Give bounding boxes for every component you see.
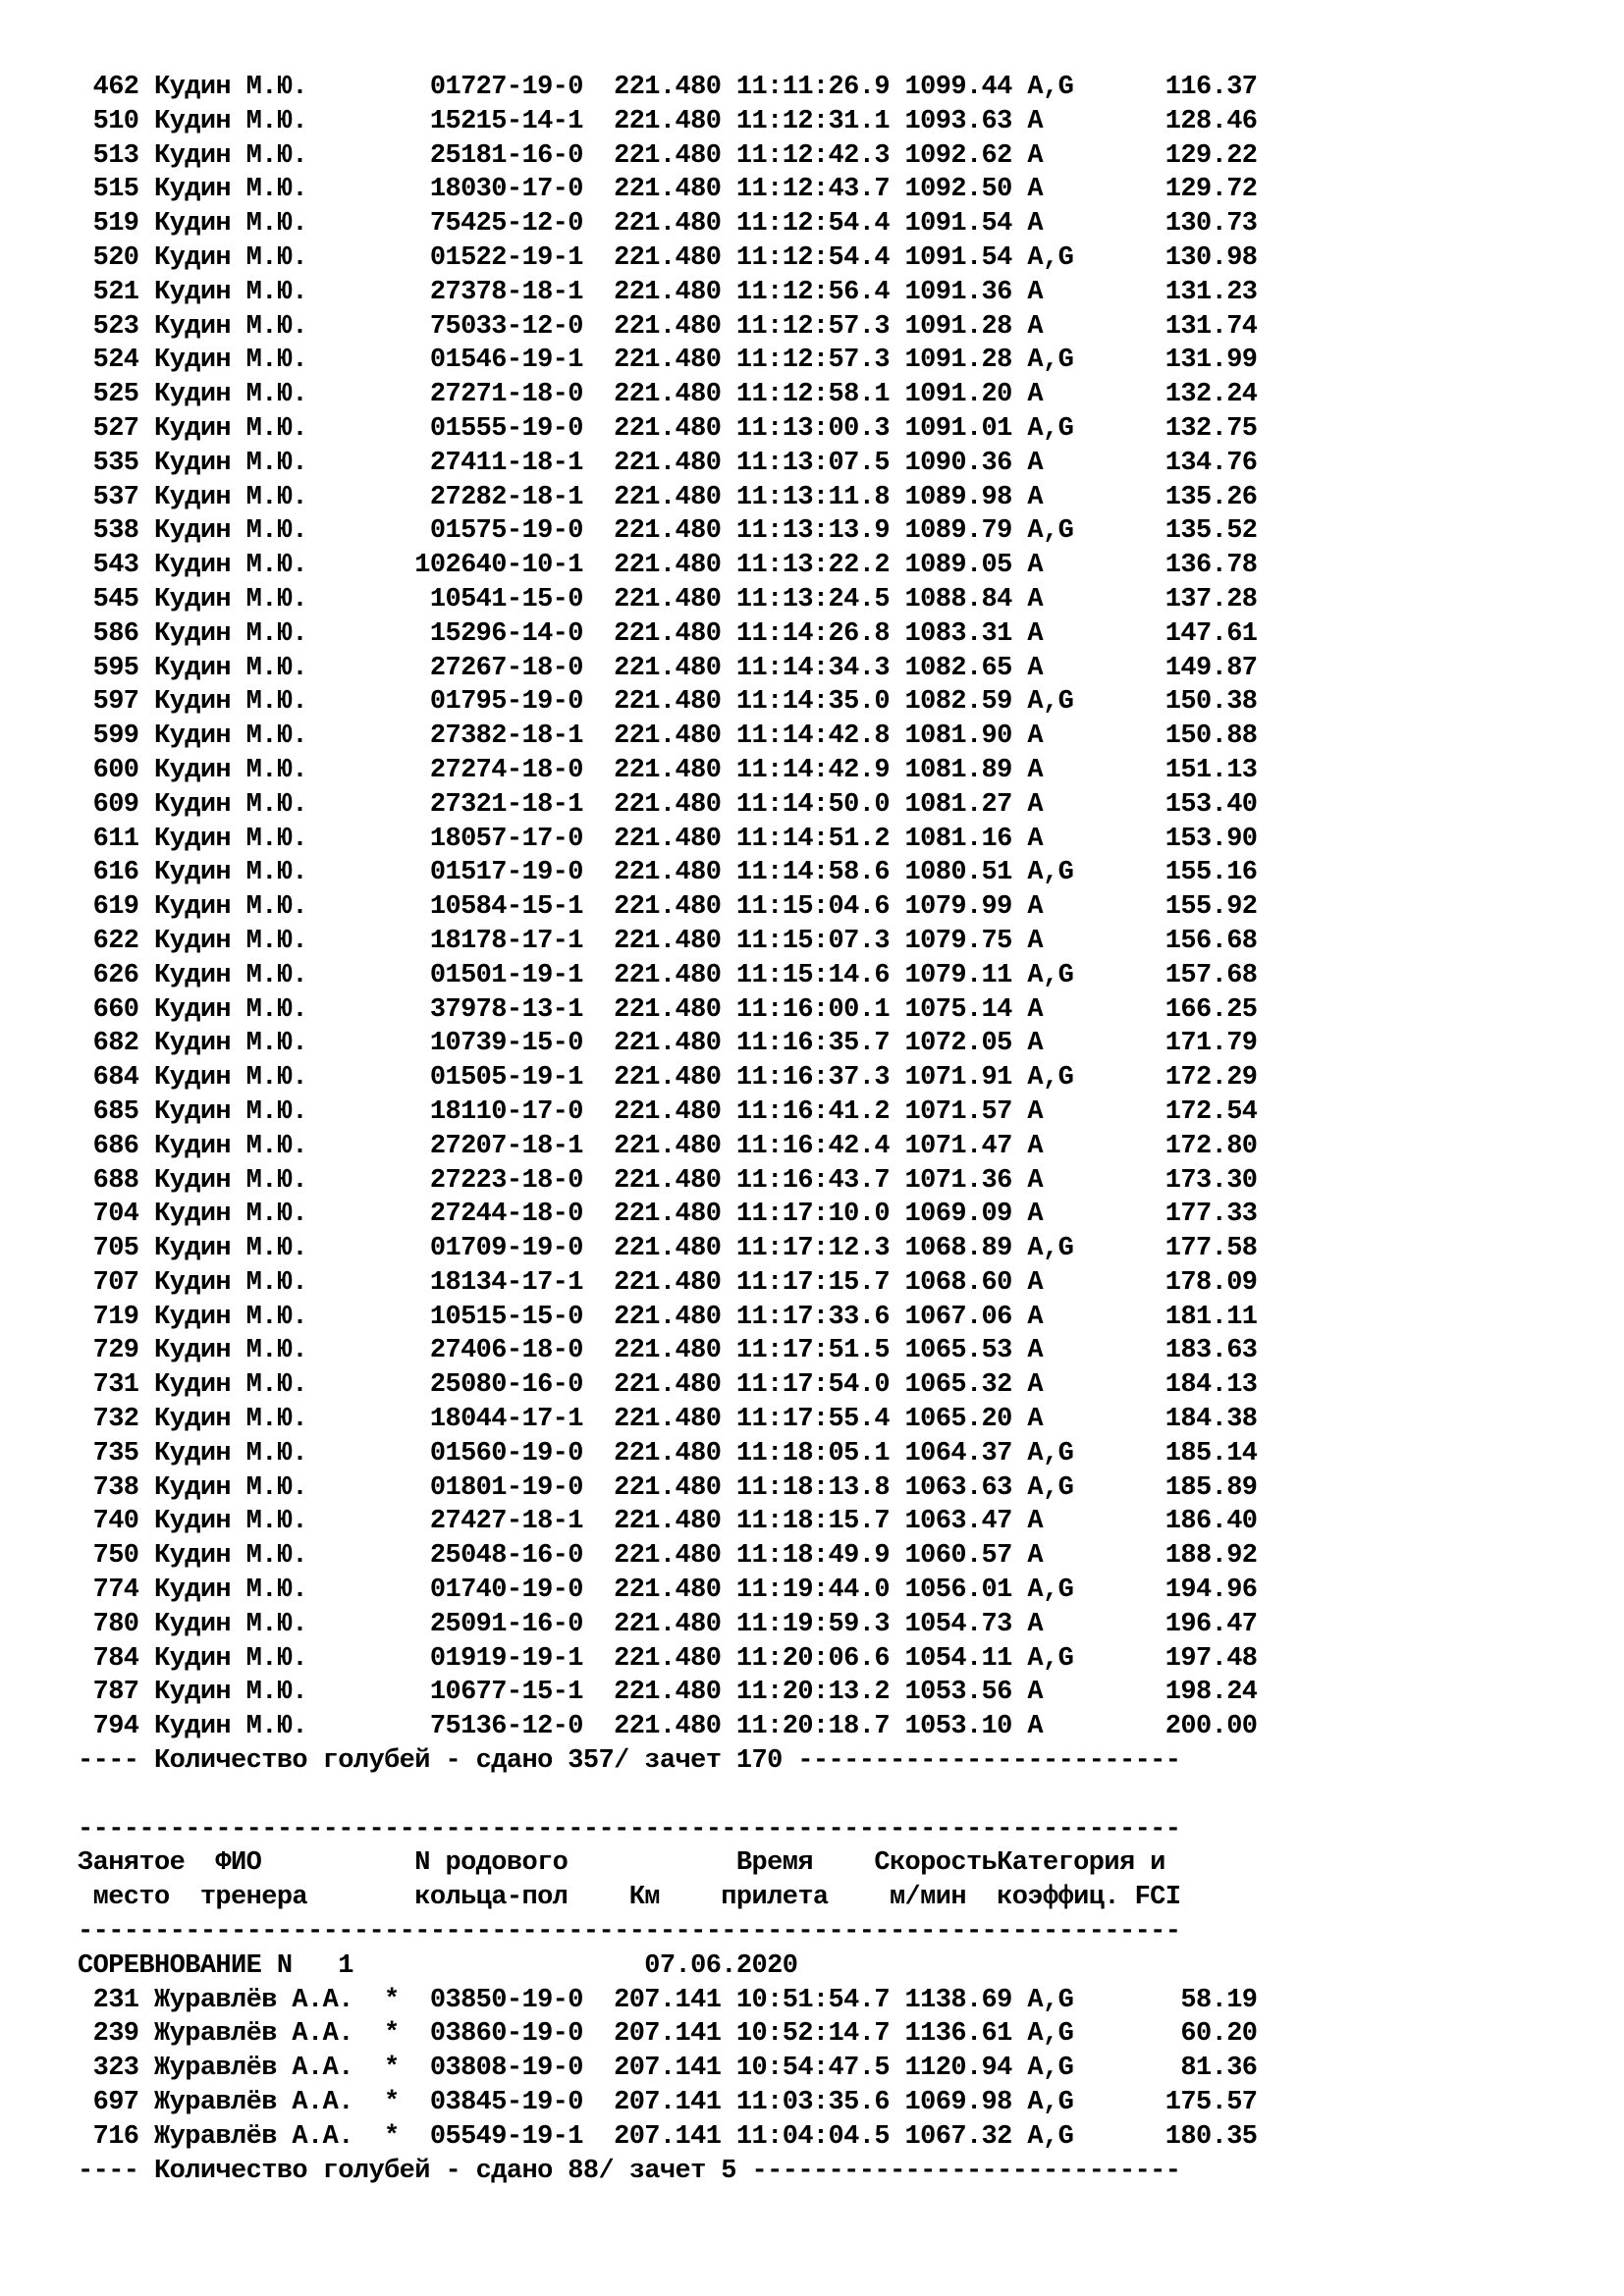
table-row: 750 Кудин М.Ю. 25048-16-0 221.480 11:18:49.9 1060.57 A 188.92 — [78, 1541, 1258, 1572]
table-row: 515 Кудин М.Ю. 18030-17-0 221.480 11:12:43.7 1092.50 A 129.72 — [78, 175, 1258, 205]
table-row: 707 Кудин М.Ю. 18134-17-1 221.480 11:17:15.7 1068.60 A 178.09 — [78, 1267, 1258, 1298]
table-row: 697 Журавлёв А.А. * 03845-19-0 207.141 11:03:35.6 1069.98 A,G 175.57 — [78, 2088, 1258, 2118]
table-row: 524 Кудин М.Ю. 01546-19-1 221.480 11:12:57.3 1091.28 A,G 131.99 — [78, 346, 1258, 376]
table-row: 705 Кудин М.Ю. 01709-19-0 221.480 11:17:12.3 1068.89 A,G 177.58 — [78, 1234, 1258, 1264]
table-row: 686 Кудин М.Ю. 27207-18-1 221.480 11:16:42.4 1071.47 A 172.80 — [78, 1131, 1258, 1161]
table-row: 622 Кудин М.Ю. 18178-17-1 221.480 11:15:07.3 1079.75 A 156.68 — [78, 926, 1258, 956]
table-row: 684 Кудин М.Ю. 01505-19-1 221.480 11:16:37.3 1071.91 A,G 172.29 — [78, 1063, 1258, 1094]
table-row: 535 Кудин М.Ю. 27411-18-1 221.480 11:13:07.5 1090.36 A 134.76 — [78, 448, 1258, 478]
table-row: 685 Кудин М.Ю. 18110-17-0 221.480 11:16:41.2 1071.57 A 172.54 — [78, 1096, 1258, 1127]
table-row: 616 Кудин М.Ю. 01517-19-0 221.480 11:14:58.6 1080.51 A,G 155.16 — [78, 858, 1258, 888]
table-row: 521 Кудин М.Ю. 27378-18-1 221.480 11:12:56.4 1091.36 A 131.23 — [78, 277, 1258, 307]
table-row: 716 Журавлёв А.А. * 05549-19-1 207.141 11:04:04.5 1067.32 A,G 180.35 — [78, 2121, 1258, 2152]
table-row: 527 Кудин М.Ю. 01555-19-0 221.480 11:13:00.3 1091.01 A,G 132.75 — [78, 413, 1258, 444]
table-row: 660 Кудин М.Ю. 37978-13-1 221.480 11:16:00.1 1075.14 A 166.25 — [78, 994, 1258, 1025]
competition-line: СОРЕВНОВАНИЕ N 1 07.06.2020 — [78, 1950, 798, 1981]
table-row: 543 Кудин М.Ю. 102640-10-1 221.480 11:13:22.2 1089.05 A 136.78 — [78, 551, 1258, 581]
table-row: 688 Кудин М.Ю. 27223-18-0 221.480 11:16:43.7 1071.36 A 173.30 — [78, 1165, 1258, 1196]
table-row: 626 Кудин М.Ю. 01501-19-1 221.480 11:15:14.6 1079.11 A,G 157.68 — [78, 960, 1258, 990]
table-row: 732 Кудин М.Ю. 18044-17-1 221.480 11:17:55.4 1065.20 A 184.38 — [78, 1405, 1258, 1435]
table-row: 519 Кудин М.Ю. 75425-12-0 221.480 11:12:54.4 1091.54 A 130.73 — [78, 209, 1258, 240]
table-row: 600 Кудин М.Ю. 27274-18-0 221.480 11:14:42.9 1081.89 A 151.13 — [78, 755, 1258, 785]
table-row: 510 Кудин М.Ю. 15215-14-1 221.480 11:12:31.1 1093.63 A 128.46 — [78, 106, 1258, 136]
table-row: 599 Кудин М.Ю. 27382-18-1 221.480 11:14:42.8 1081.90 A 150.88 — [78, 721, 1258, 752]
results-block-1 — [78, 71, 1257, 1744]
table-row: 545 Кудин М.Ю. 10541-15-0 221.480 11:13:24.5 1088.84 A 137.28 — [78, 584, 1258, 614]
table-row: 586 Кудин М.Ю. 15296-14-0 221.480 11:14:26.8 1083.31 A 147.61 — [78, 618, 1258, 649]
table-row: 231 Журавлёв А.А. * 03850-19-0 207.141 10:51:54.7 1138.69 A,G 58.19 — [78, 1985, 1258, 2015]
table-row: 239 Журавлёв А.А. * 03860-19-0 207.141 10:52:14.7 1136.61 A,G 60.20 — [78, 2019, 1258, 2050]
table-row: 780 Кудин М.Ю. 25091-16-0 221.480 11:19:59.3 1054.73 A 196.47 — [78, 1609, 1258, 1639]
table-row: 731 Кудин М.Ю. 25080-16-0 221.480 11:17:54.0 1065.32 A 184.13 — [78, 1370, 1258, 1401]
report-page — [78, 71, 1257, 2188]
table-row: 735 Кудин М.Ю. 01560-19-0 221.480 11:18:05.1 1064.37 A,G 185.14 — [78, 1438, 1258, 1468]
header-rule-top: ------------------------------------------------------------------------ — [78, 1814, 1181, 1844]
spacer — [78, 1779, 1257, 1813]
table-row: 595 Кудин М.Ю. 27267-18-0 221.480 11:14:34.3 1082.65 A 149.87 — [78, 653, 1258, 683]
table-row: 738 Кудин М.Ю. 01801-19-0 221.480 11:18:13.8 1063.63 A,G 185.89 — [78, 1472, 1258, 1503]
table-row: 513 Кудин М.Ю. 25181-16-0 221.480 11:12:42.3 1092.62 A 129.22 — [78, 140, 1258, 171]
header-rule-bottom: ------------------------------------------------------------------------ — [78, 1917, 1181, 1948]
table-row: 525 Кудин М.Ю. 27271-18-0 221.480 11:12:58.1 1091.20 A 132.24 — [78, 380, 1258, 410]
table-row: 611 Кудин М.Ю. 18057-17-0 221.480 11:14:51.2 1081.16 A 153.90 — [78, 824, 1258, 854]
table-row: 719 Кудин М.Ю. 10515-15-0 221.480 11:17:33.6 1067.06 A 181.11 — [78, 1302, 1258, 1332]
table-row: 520 Кудин М.Ю. 01522-19-1 221.480 11:12:54.4 1091.54 A,G 130.98 — [78, 242, 1258, 273]
table-row: 523 Кудин М.Ю. 75033-12-0 221.480 11:12:57.3 1091.28 A 131.74 — [78, 311, 1258, 342]
table-row: 538 Кудин М.Ю. 01575-19-0 221.480 11:13:13.9 1089.79 A,G 135.52 — [78, 516, 1258, 547]
table-row: 774 Кудин М.Ю. 01740-19-0 221.480 11:19:44.0 1056.01 A,G 194.96 — [78, 1575, 1258, 1606]
table-row: 537 Кудин М.Ю. 27282-18-1 221.480 11:13:11.8 1089.98 A 135.26 — [78, 482, 1258, 512]
table-row: 597 Кудин М.Ю. 01795-19-0 221.480 11:14:35.0 1082.59 A,G 150.38 — [78, 687, 1258, 718]
table-row: 704 Кудин М.Ю. 27244-18-0 221.480 11:17:10.0 1069.09 A 177.33 — [78, 1200, 1258, 1230]
results-block-2 — [78, 1984, 1257, 2155]
table-row: 462 Кудин М.Ю. 01727-19-0 221.480 11:11:26.9 1099.44 A,G 116.37 — [78, 73, 1258, 102]
table-row: 682 Кудин М.Ю. 10739-15-0 221.480 11:16:35.7 1072.05 A 171.79 — [78, 1029, 1258, 1059]
table-row: 323 Журавлёв А.А. * 03808-19-0 207.141 10:54:47.5 1120.94 A,G 81.36 — [78, 2054, 1258, 2084]
summary-line-1: ---- Количество голубей - сдано 357/ зачет 170 ------------------------- — [78, 1746, 1181, 1777]
column-header-row-2: место тренера кольца-пол Км прилета м/мин коэффиц. FCI — [78, 1883, 1181, 1913]
table-row: 609 Кудин М.Ю. 27321-18-1 221.480 11:14:50.0 1081.27 A 153.40 — [78, 789, 1258, 820]
column-header-row-1: Занятое ФИО N родового Время СкоростьКатегория и — [78, 1848, 1165, 1879]
summary-line-2: ---- Количество голубей - сдано 88/ зачет 5 ---------------------------- — [78, 2156, 1181, 2186]
table-row: 729 Кудин М.Ю. 27406-18-0 221.480 11:17:51.5 1065.53 A 183.63 — [78, 1336, 1258, 1366]
table-row: 619 Кудин М.Ю. 10584-15-1 221.480 11:15:04.6 1079.99 A 155.92 — [78, 892, 1258, 923]
table-row: 784 Кудин М.Ю. 01919-19-1 221.480 11:20:06.6 1054.11 A,G 197.48 — [78, 1643, 1258, 1674]
table-row: 740 Кудин М.Ю. 27427-18-1 221.480 11:18:15.7 1063.47 A 186.40 — [78, 1507, 1258, 1537]
table-row: 787 Кудин М.Ю. 10677-15-1 221.480 11:20:13.2 1053.56 A 198.24 — [78, 1678, 1258, 1708]
table-row: 794 Кудин М.Ю. 75136-12-0 221.480 11:20:18.7 1053.10 A 200.00 — [78, 1712, 1258, 1742]
